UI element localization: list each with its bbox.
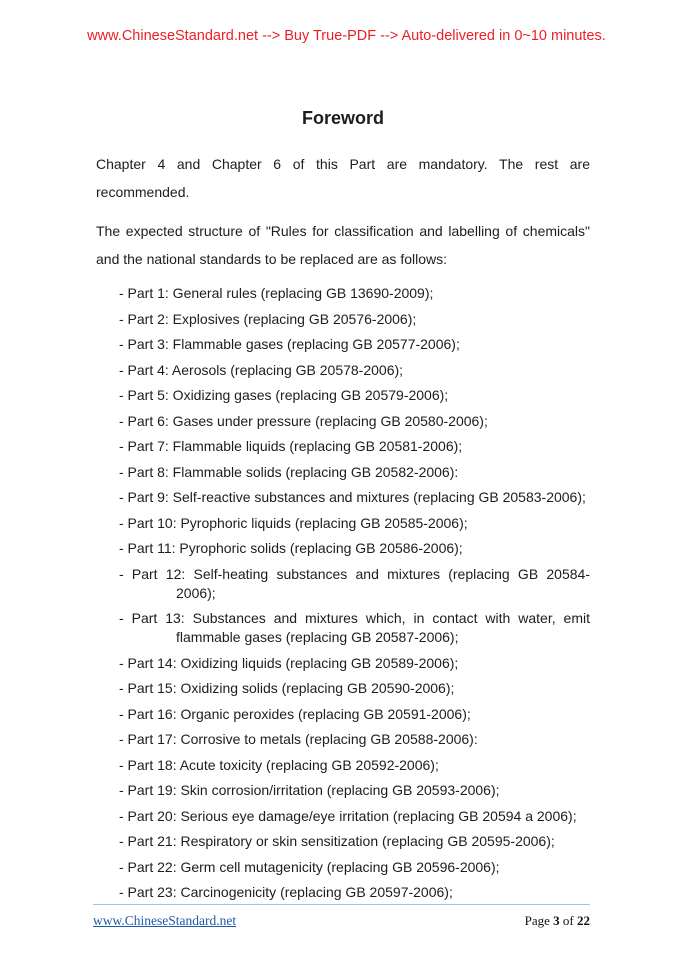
list-item: - Part 12: Self-heating substances and mixtures (replacing GB 20584-2006); [119, 565, 590, 601]
list-item: - Part 4: Aerosols (replacing GB 20578-2006); [119, 361, 404, 378]
list-item: - Part 6: Gases under pressure (replacing GB 20580-2006); [119, 412, 488, 429]
footer-link[interactable]: www.ChineseStandard.net [93, 913, 237, 928]
list-item: - Part 20: Serious eye damage/eye irritation (replacing GB 20594 a 2006); [119, 807, 577, 824]
list-item: - Part 2: Explosives (replacing GB 20576-2006); [119, 310, 417, 327]
list-item: - Part 8: Flammable solids (replacing GB 20582-2006): [119, 463, 459, 480]
parts-list [96, 284, 590, 902]
page-number-total: 22 [577, 913, 590, 928]
page-number-of: of [562, 913, 574, 928]
list-item: - Part 16: Organic peroxides (replacing GB 20591-2006); [119, 705, 471, 722]
list-item: - Part 14: Oxidizing liquids (replacing GB 20589-2006); [119, 654, 459, 671]
list-item: - Part 11: Pyrophoric solids (replacing GB 20586-2006); [119, 540, 463, 556]
list-item: - Part 15: Oxidizing solids (replacing GB 20590-2006); [119, 680, 455, 696]
list-item: - Part 19: Skin corrosion/irritation (replacing GB 20593-2006); [119, 782, 500, 798]
list-item: - Part 18: Acute toxicity (replacing GB 20592-2006); [119, 756, 439, 773]
promo-banner-link[interactable]: www.ChineseStandard.net --> Buy True-PDF --> Auto-delivered in 0~10 minutes. [87, 28, 606, 44]
list-item: - Part 5: Oxidizing gases (replacing GB 20579-2006); [119, 387, 449, 403]
page-number [525, 913, 590, 929]
list-item: - Part 13: Substances and mixtures which, in contact with water, emit flammable gases (replacing GB 20587-2006); [119, 610, 590, 645]
page-number-current: 3 [553, 913, 560, 928]
list-item: - Part 9: Self-reactive substances and mixtures (replacing GB 20583-2006); [119, 489, 586, 505]
list-item: - Part 23: Carcinogenicity (replacing GB 20597-2006); [119, 884, 453, 900]
list-item: - Part 17: Corrosive to metals (replacing GB 20588-2006): [119, 731, 478, 747]
paragraph-structure: The expected structure of "Rules for classification and labelling of chemicals" and the national standards to be replaced are as follows: [96, 223, 590, 267]
list-item: - Part 3: Flammable gases (replacing GB 20577-2006); [119, 336, 460, 352]
page-footer [93, 904, 590, 929]
list-item: - Part 21: Respiratory or skin sensitization (replacing GB 20595-2006); [119, 833, 555, 849]
document-content [96, 108, 590, 902]
paragraph-mandatory: Chapter 4 and Chapter 6 of this Part are mandatory. The rest are recommended. [96, 156, 590, 200]
page-title: Foreword [301, 108, 384, 128]
list-item: - Part 10: Pyrophoric liquids (replacing GB 20585-2006); [119, 514, 468, 531]
list-item: - Part 1: General rules (replacing GB 13690-2009); [119, 285, 434, 301]
list-item: - Part 7: Flammable liquids (replacing GB 20581-2006); [119, 438, 463, 454]
page-number-prefix: Page [524, 913, 550, 928]
list-item: - Part 22: Germ cell mutagenicity (replacing GB 20596-2006); [119, 858, 500, 875]
